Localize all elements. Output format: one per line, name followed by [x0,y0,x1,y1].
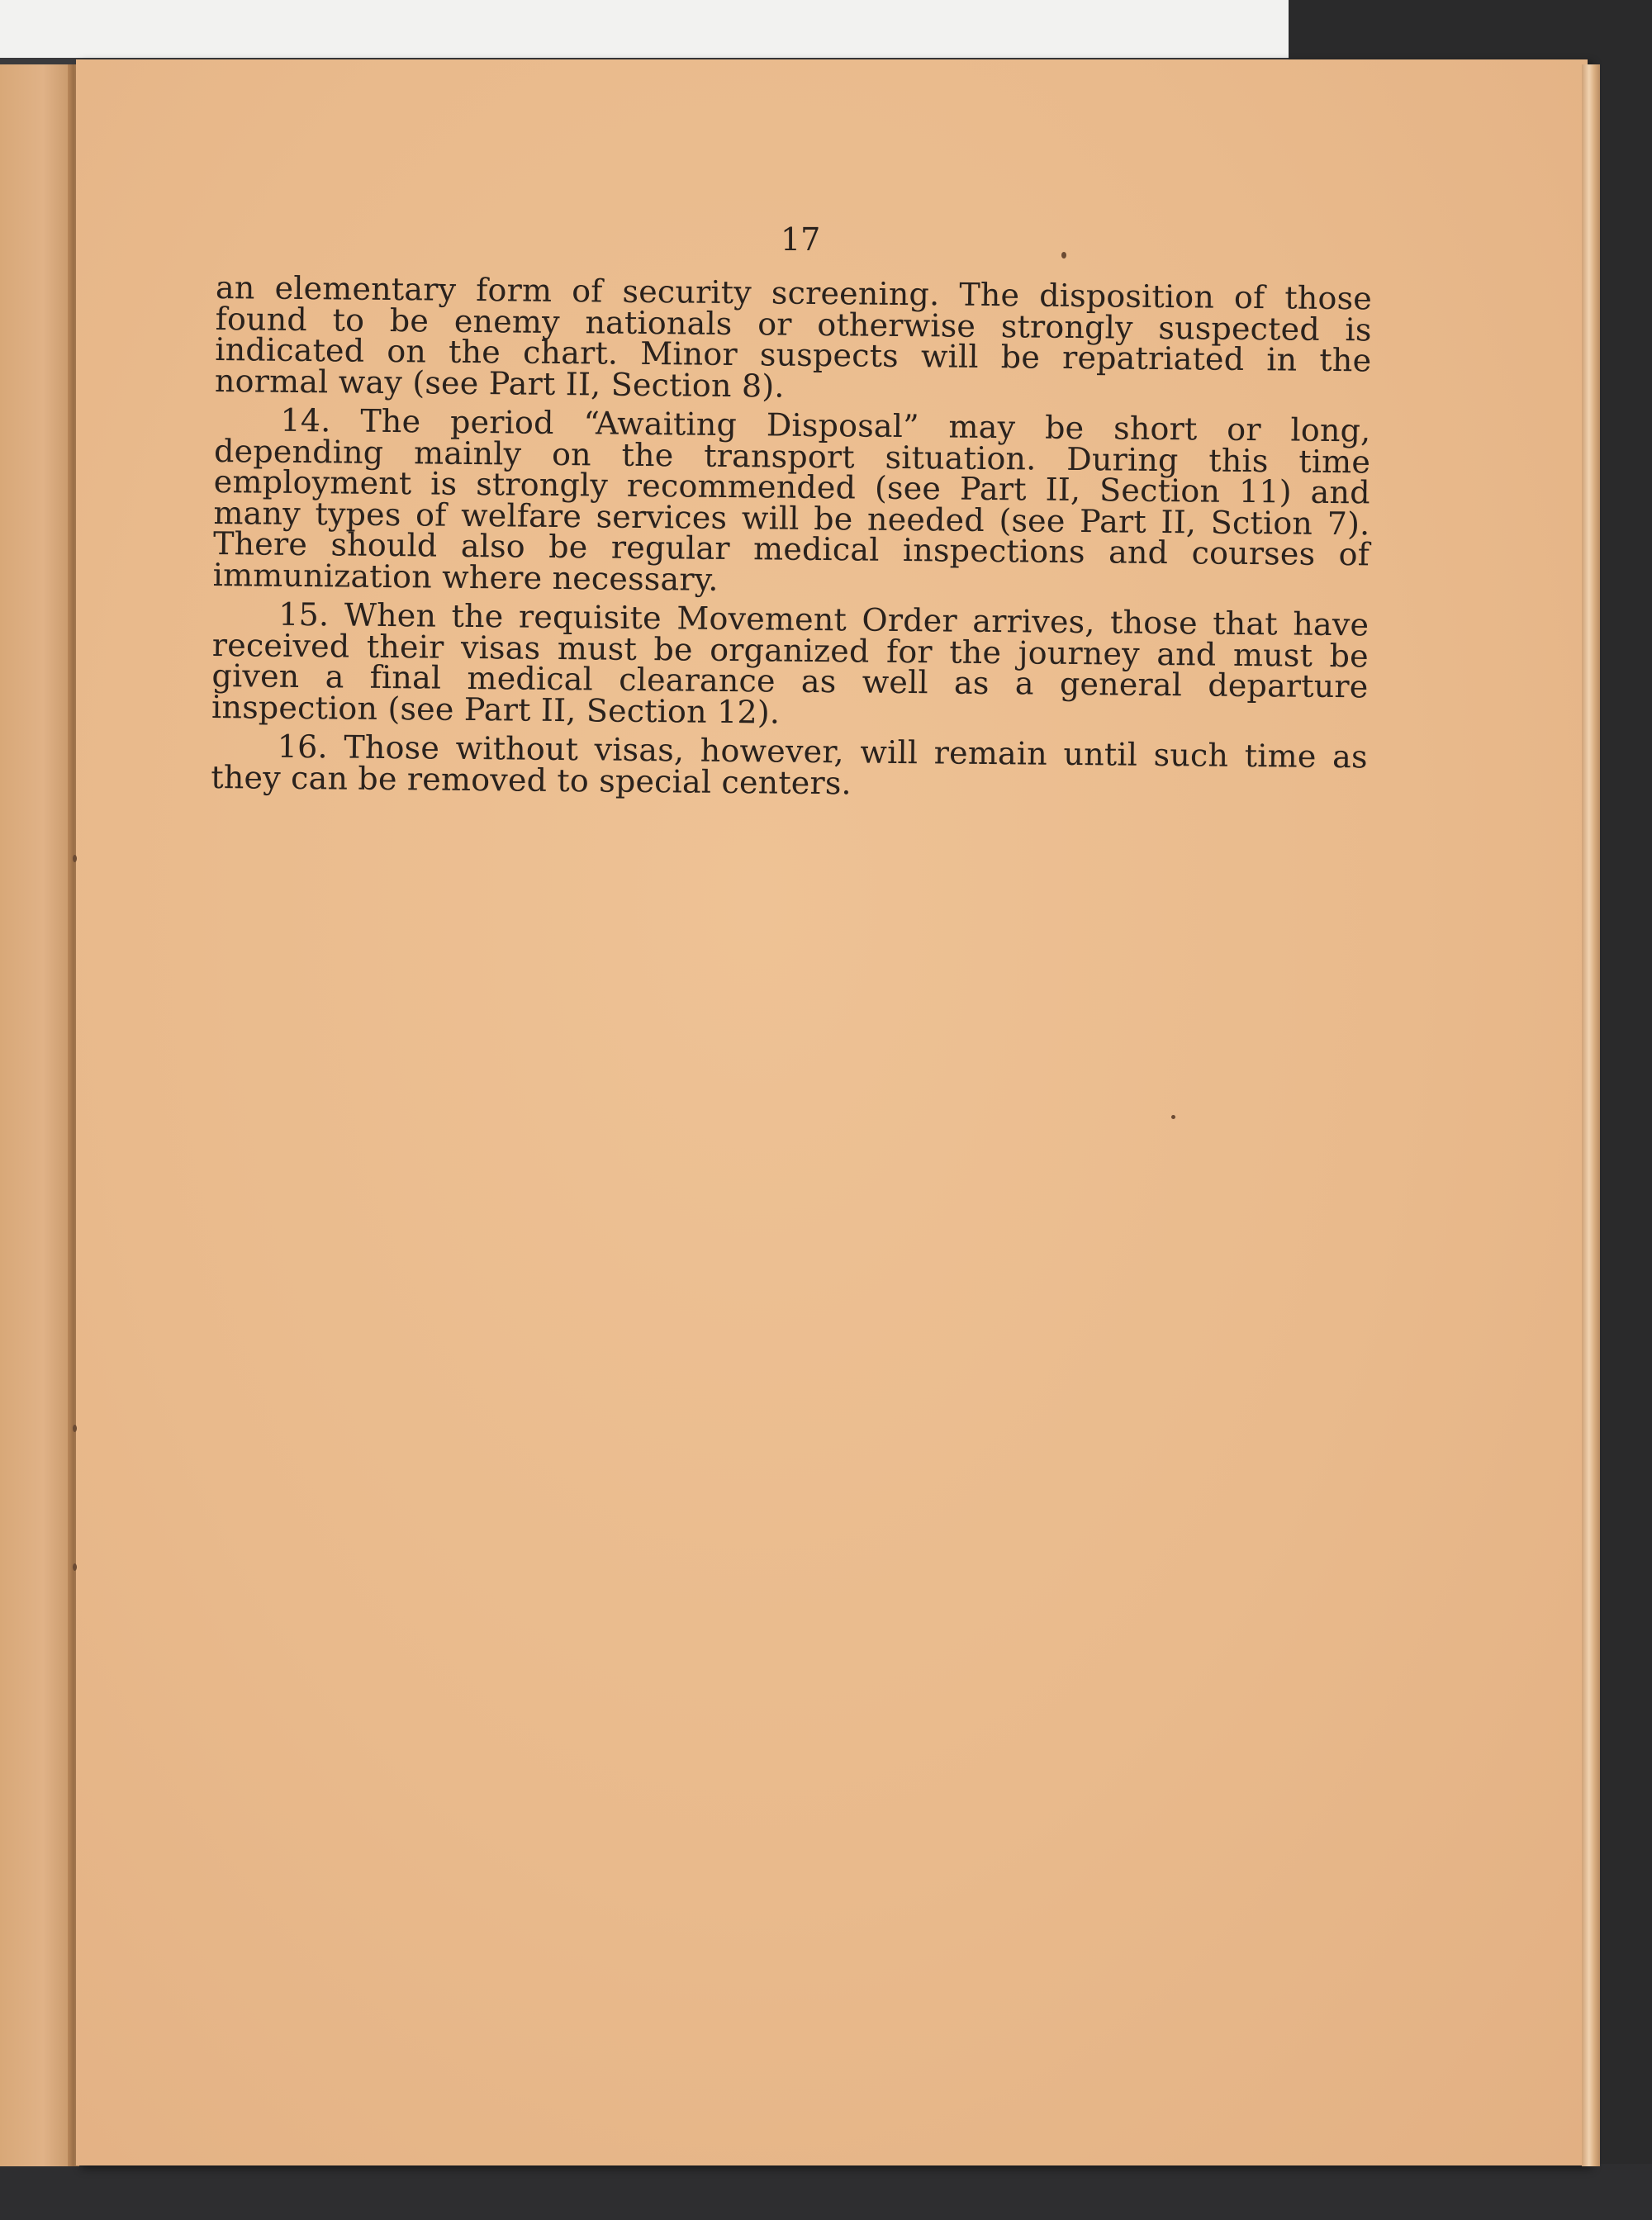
paper-speck [73,855,77,862]
paragraph-14: 14. The period “Awaiting Disposal” may be short or long, depending mainly on the transport situation. During this time employment is strongly recommended (see Part II, Section 11) and many types of welfare services will be needed (see Part II, Sction 7). There should also be regular medical inspections and courses of immunization where necessary. [212,401,1371,598]
paper-speck [1061,252,1066,259]
page-number: 17 [781,221,821,258]
scan-background-top [0,0,1289,58]
facing-page-edge [0,64,78,2166]
scan-background-bottom [0,2164,1652,2220]
paper-speck [73,1563,77,1571]
paragraph-continuation: an elementary form of security screening. The disposition of those found to be enemy nationals or otherwise strongly suspected is indicated on the chart. Minor suspects will be repatriated in the normal way (see Part II, Section 8). [214,268,1373,405]
paper-speck [1171,1115,1175,1119]
body-text [211,206,1373,804]
paper-speck [73,1425,77,1432]
paragraph-16: 16. Those without visas, however, will remain until such time as they can be removed to special centers. [211,728,1368,801]
page-stack-edge [1582,64,1600,2166]
paragraph-15: 15. When the requisite Movement Order arrives, those that have received their visas must be organized for the journey and must be given a final medical clearance as well as a general departure inspection (see Part II, Section 12). [211,595,1370,731]
